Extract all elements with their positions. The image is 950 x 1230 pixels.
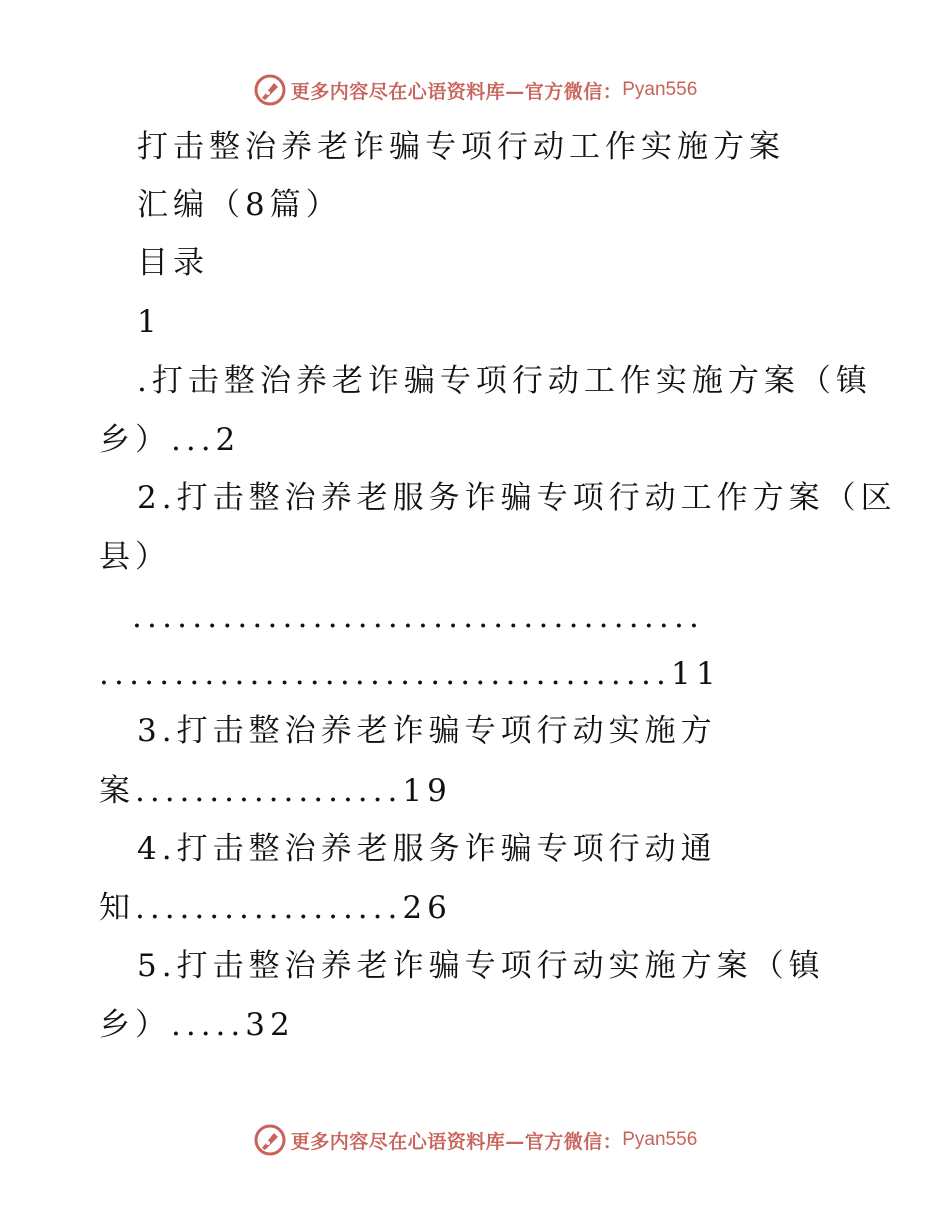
- toc-entry-4: 4.打击整治养老服务诈骗专项行动通: [137, 831, 717, 867]
- toc-entry-1: .打击整治养老诈骗专项行动工作实施方案（镇: [137, 363, 872, 399]
- doc-title-line1: 打击整治养老诈骗专项行动工作实施方案: [137, 129, 785, 165]
- toc-entry-1-cont: 乡）...2: [99, 422, 241, 458]
- pen-nib-circle-icon: [253, 73, 287, 107]
- watermark-text: 更多内容尽在心语资料库—官方微信：: [290, 80, 623, 103]
- toc-entry-3-cont: 案..................19: [99, 773, 452, 809]
- pen-nib-circle-icon: [253, 1123, 287, 1157]
- toc-entry-3: 3.打击整治养老诈骗专项行动实施方: [137, 713, 717, 749]
- toc-entry-2-page: ......................................11: [99, 656, 721, 692]
- watermark-id: Pyan556: [622, 1129, 698, 1150]
- toc-heading: 目录: [137, 245, 209, 281]
- toc-entry-1-number: 1: [137, 304, 162, 340]
- toc-entry-5: 5.打击整治养老诈骗专项行动实施方案（镇: [137, 948, 825, 984]
- toc-entry-2-cont: 县）: [99, 539, 171, 575]
- toc-entry-4-cont: 知..................26: [99, 890, 452, 926]
- toc-entry-2-dots: ......................................: [132, 599, 705, 635]
- header-watermark: [0, 70, 950, 110]
- footer-watermark: [0, 1120, 950, 1160]
- toc-entry-5-cont: 乡）.....32: [99, 1007, 295, 1043]
- doc-title-line2: 汇编（8篇）: [137, 187, 342, 223]
- watermark-id: Pyan556: [622, 79, 698, 100]
- toc-entry-2: 2.打击整治养老服务诈骗专项行动工作方案（区: [137, 480, 897, 516]
- watermark-text: 更多内容尽在心语资料库—官方微信：: [290, 1130, 623, 1153]
